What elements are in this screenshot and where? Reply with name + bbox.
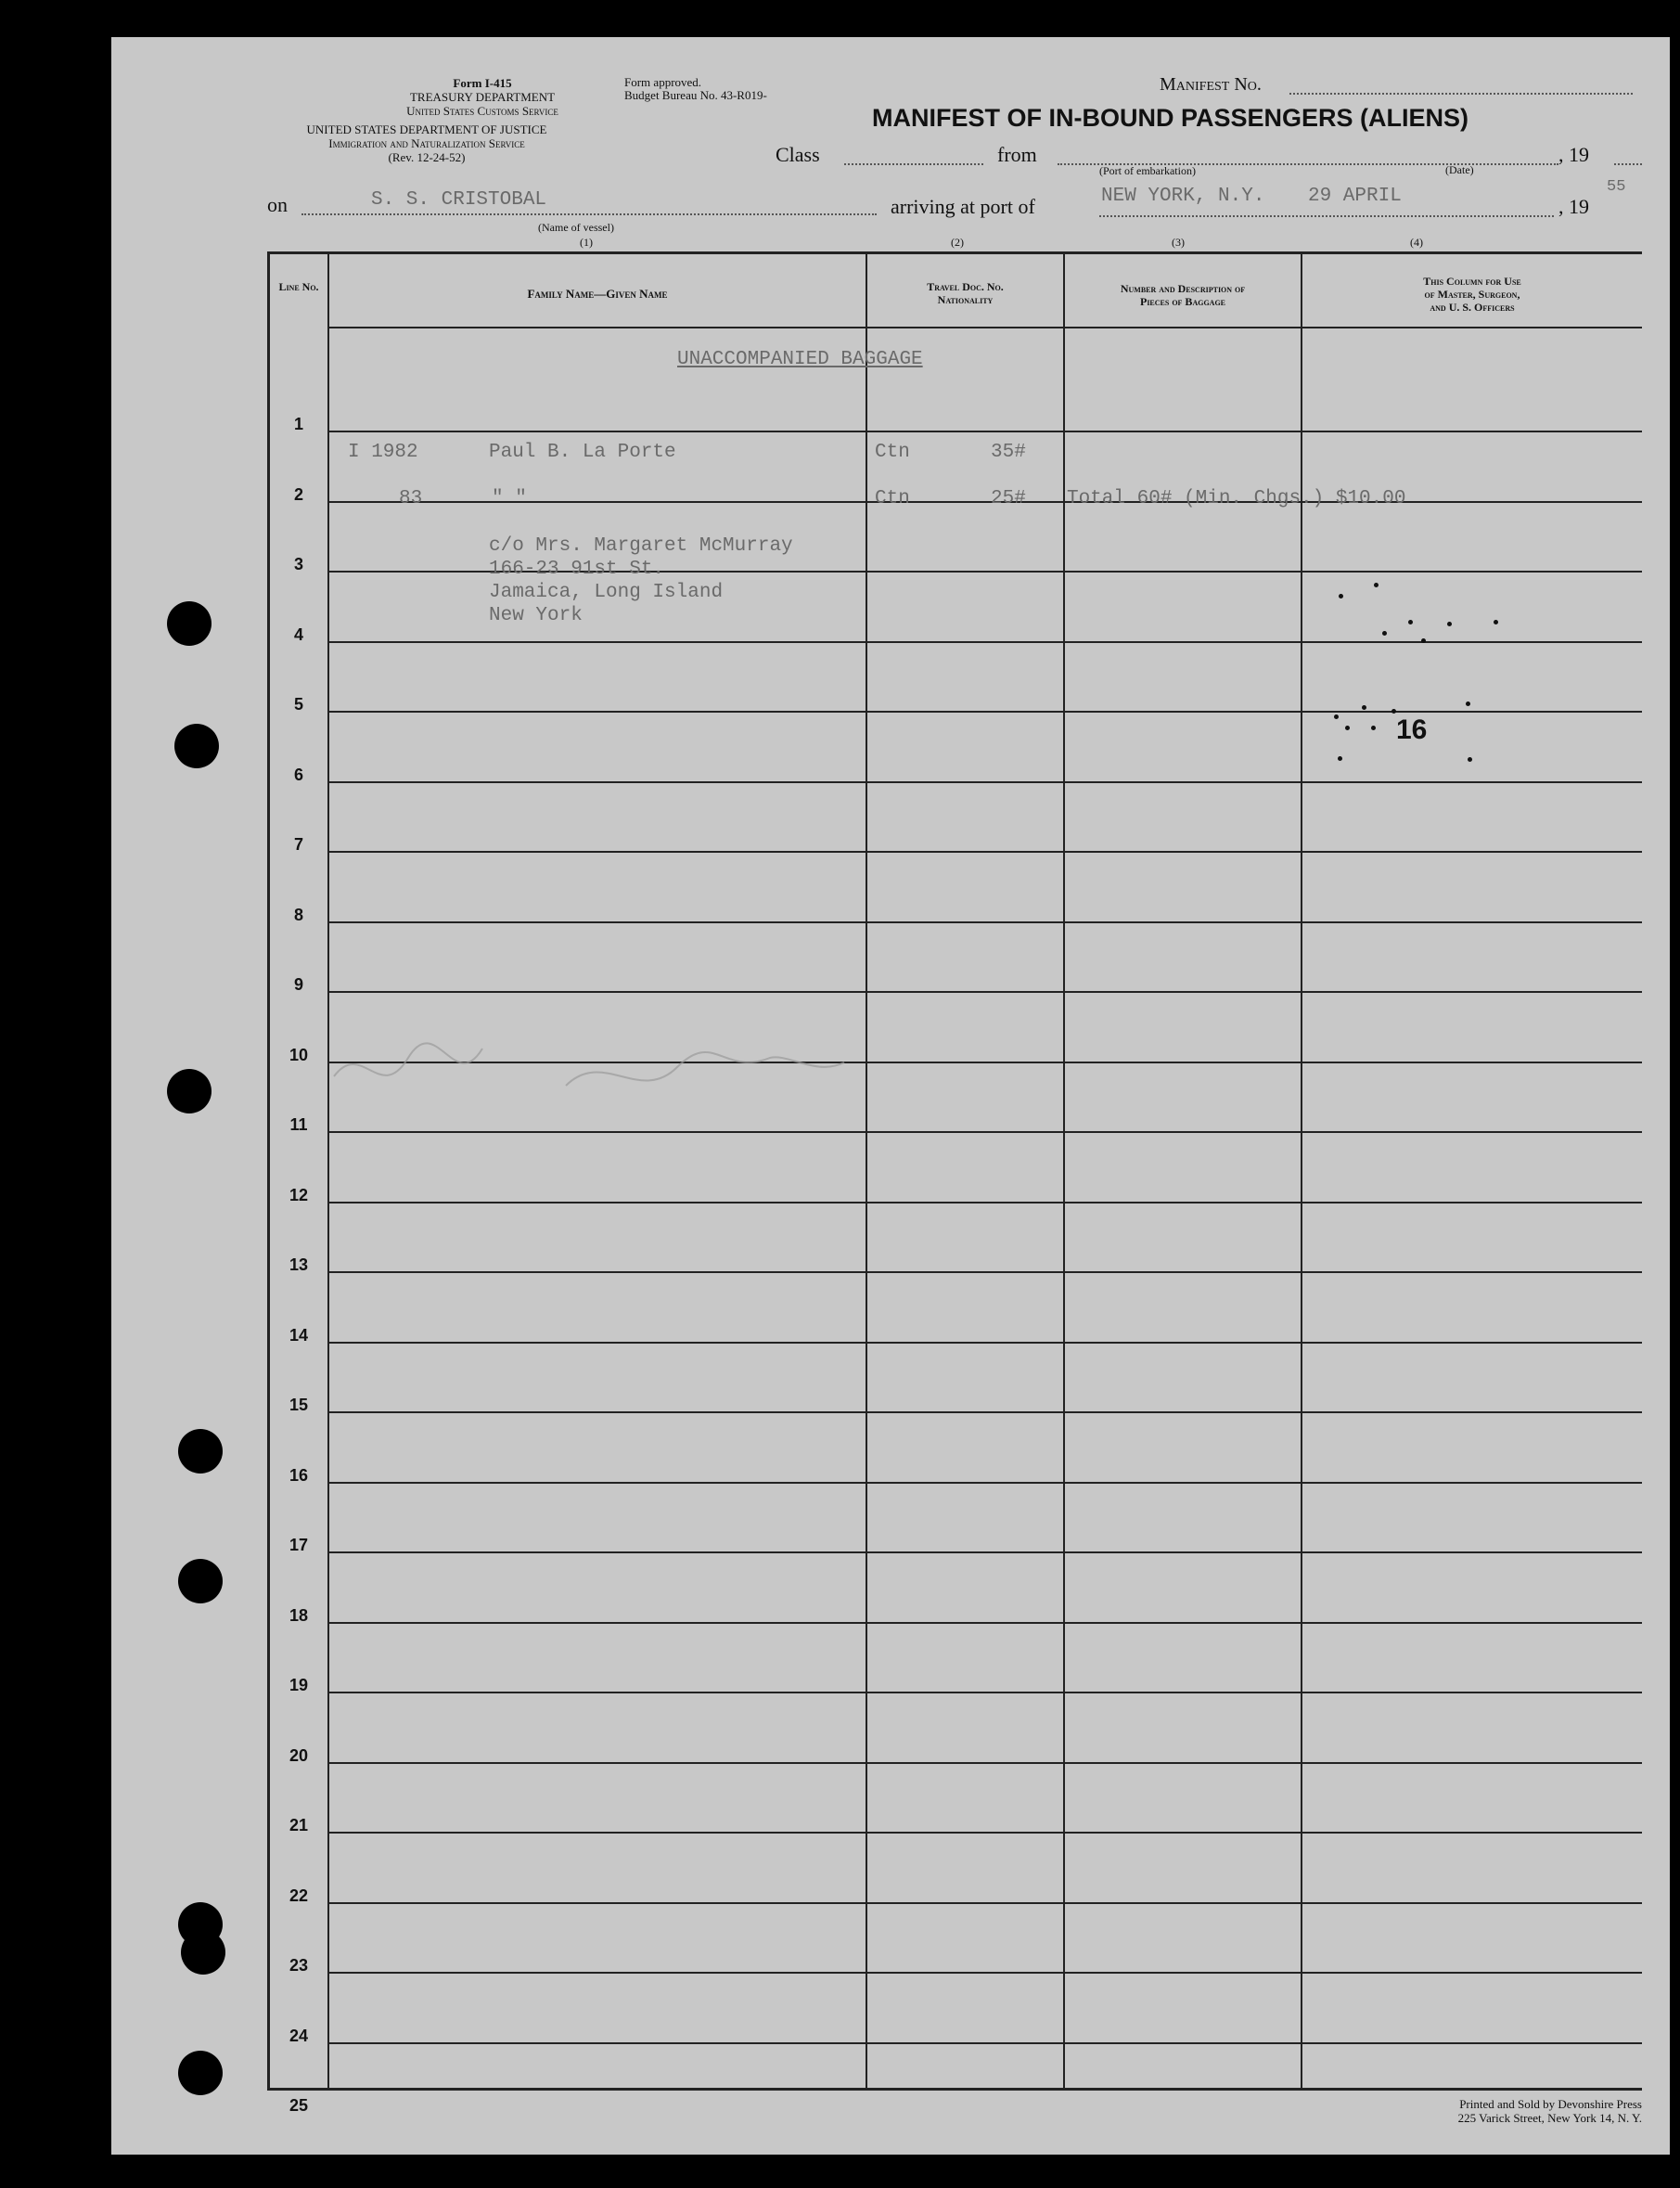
line-number: 22 [289,1886,309,1905]
revision-label: (Rev. 12-24-52) [388,150,466,164]
line-number: 17 [289,1536,309,1554]
ink-speck [1334,714,1339,719]
row-line [329,1271,1642,1273]
port-line [1099,215,1554,217]
address-line: 166-23 91st St. [489,559,665,580]
arrival-year: 55 [1607,178,1626,196]
line-number: 18 [289,1605,309,1625]
line-number: 25 [289,2096,309,2115]
line-number: 24 [289,2026,309,2045]
line-number: 9 [293,975,303,994]
nationality-label: Nationality [937,293,994,306]
row-line [329,711,1642,713]
ink-speck [1494,620,1498,624]
doc-col-divider [1063,251,1065,2089]
line-number: 23 [289,1956,309,1975]
line-number: 11 [289,1115,308,1134]
approved-label: Form approved. [624,75,702,89]
page-title: MANIFEST OF IN-BOUND PASSENGERS (ALIENS) [872,104,1469,132]
ink-speck [1374,583,1379,587]
ink-speck [1421,638,1426,643]
bleed-through-signature [325,1021,900,1113]
punch-hole [167,601,212,646]
row3-baggage: Total 60# (Min. Chgs.) $10.00 [1067,488,1406,509]
arrival-port: NEW YORK, N.Y. [1101,186,1265,207]
line-number: 4 [293,624,303,644]
line-number: 7 [293,835,303,854]
line-number: 1 [293,415,303,433]
class-line [844,163,983,165]
baggage-label-1: Number and Description of [1120,282,1246,295]
row-line [329,1762,1642,1764]
arrival-date: 29 APRIL [1308,186,1402,207]
on-label: on [267,193,288,216]
row-line [329,991,1642,993]
row2-nationality: Ctn [875,442,910,463]
line-number: 13 [289,1255,309,1274]
section-heading: UNACCOMPANIED BAGGAGE [677,349,923,370]
address-line: New York [489,605,583,626]
punch-hole [167,1069,212,1113]
baggage-header [1065,282,1301,308]
table-top-border [267,251,1642,254]
customs-label: United States Customs Service [406,104,558,118]
ink-speck [1408,620,1413,624]
address-line: Jamaica, Long Island [489,582,724,603]
row-line [329,2042,1642,2044]
stamp-number: 16 [1396,714,1428,745]
budget-label: Budget Bureau No. 43-R019- [624,88,767,102]
row3-nationality: Ctn [875,488,910,509]
col-number-3: (3) [1172,236,1185,249]
travel-doc-header [867,280,1063,306]
address-line: c/o Mrs. Margaret McMurray [489,535,793,557]
row-line [329,641,1642,643]
col-number-2: (2) [951,236,964,249]
ink-speck [1468,757,1472,762]
officers-label-1: This Column for Use [1423,275,1521,288]
row-line [329,1342,1642,1344]
punch-hole [178,2051,223,2095]
line-number: 8 [293,905,303,924]
form-number: Form I-415 [453,76,512,90]
line-no-divider [327,251,329,2089]
ins-label: Immigration and Naturalization Service [328,136,525,150]
row-line [329,1411,1642,1413]
line-number: 21 [289,1816,309,1834]
address-block [489,534,793,627]
baggage-col-divider [1301,251,1302,2089]
col-number-4: (4) [1410,236,1423,249]
row-line [329,431,1642,432]
ink-speck [1338,756,1342,761]
ink-speck [1345,726,1350,730]
vessel-name: S. S. CRISTOBAL [371,189,547,211]
col-number-1: (1) [580,236,593,249]
printer-line-2: 225 Varick Street, New York 14, N. Y. [1457,2111,1642,2125]
ink-speck [1371,726,1376,730]
form-agency-block [390,76,575,118]
name-col-divider [866,251,867,2089]
row-line [329,1202,1642,1203]
punch-hole [178,1429,223,1474]
row2-name: Paul B. La Porte [489,442,676,463]
line-number: 20 [289,1745,309,1765]
row-line [329,1902,1642,1904]
justice-label: UNITED STATES DEPARTMENT OF JUSTICE [306,122,547,136]
line-number: 3 [293,555,303,573]
officers-label-3: and U. S. Officers [1430,301,1515,314]
table-left-border [267,251,270,2089]
row-line [329,1972,1642,1974]
line-number: 10 [289,1045,309,1064]
manifest-page [111,37,1670,2155]
officers-header [1302,275,1642,314]
printer-line-1: Printed and Sold by Devonshire Press [1459,2097,1642,2111]
row-line [329,921,1642,923]
ink-speck [1466,701,1470,706]
row-line [329,1131,1642,1133]
row-line [329,1622,1642,1624]
line-number: 5 [293,695,303,714]
vessel-caption: (Name of vessel) [538,221,614,234]
row2-weight: 35# [991,442,1026,463]
line-number: 19 [289,1676,309,1694]
baggage-label-2: Pieces of Baggage [1139,295,1225,308]
ink-speck [1382,631,1387,636]
punch-hole [174,724,219,768]
arriving-label: arriving at port of [891,195,1035,218]
line-number: 15 [289,1396,309,1414]
row-line [329,851,1642,853]
ink-speck [1447,622,1452,626]
row-line [329,1551,1642,1553]
date-label: (Date) [1445,163,1474,176]
vessel-line [301,213,877,215]
travel-doc-label: Travel Doc. No. [927,280,1004,293]
year-prefix-1: , 19 [1558,143,1589,166]
budget-block [624,76,767,102]
ink-speck [1339,594,1343,598]
printer-imprint [1178,2097,1642,2125]
row3-weight: 25# [991,488,1026,509]
line-number: 16 [289,1465,309,1485]
officers-label-2: of Master, Surgeon, [1424,288,1520,301]
punch-hole [178,1559,223,1603]
manifest-no-label: Manifest No. [1160,74,1262,95]
line-number: 2 [293,484,303,504]
treasury-label: TREASURY DEPARTMENT [409,90,556,104]
ink-speck [1391,709,1396,714]
row-line [329,1832,1642,1834]
row-line [329,781,1642,783]
row3-ditto: " " [492,488,527,509]
row3-id: 83 [399,488,423,509]
line-no-header: Line No. [278,280,319,293]
line-number: 12 [289,1185,309,1204]
row-line [329,1692,1642,1693]
row2-id: I 1982 [348,442,418,463]
justice-block [260,122,594,164]
year-line-1 [1614,163,1642,165]
punch-hole [181,1930,225,1975]
table-bottom-border [267,2088,1642,2091]
port-of-embarkation-label: (Port of embarkation) [1099,164,1196,177]
class-label: Class [776,143,820,166]
from-label: from [997,143,1037,166]
row-line [329,1482,1642,1484]
header-bottom-border [327,327,1642,328]
name-header: Family Name—Given Name [527,287,668,301]
ink-speck [1362,705,1366,710]
manifest-no-line [1289,93,1633,95]
line-number: 6 [293,765,303,784]
year-prefix-2: , 19 [1558,195,1589,218]
line-number: 14 [289,1325,309,1345]
